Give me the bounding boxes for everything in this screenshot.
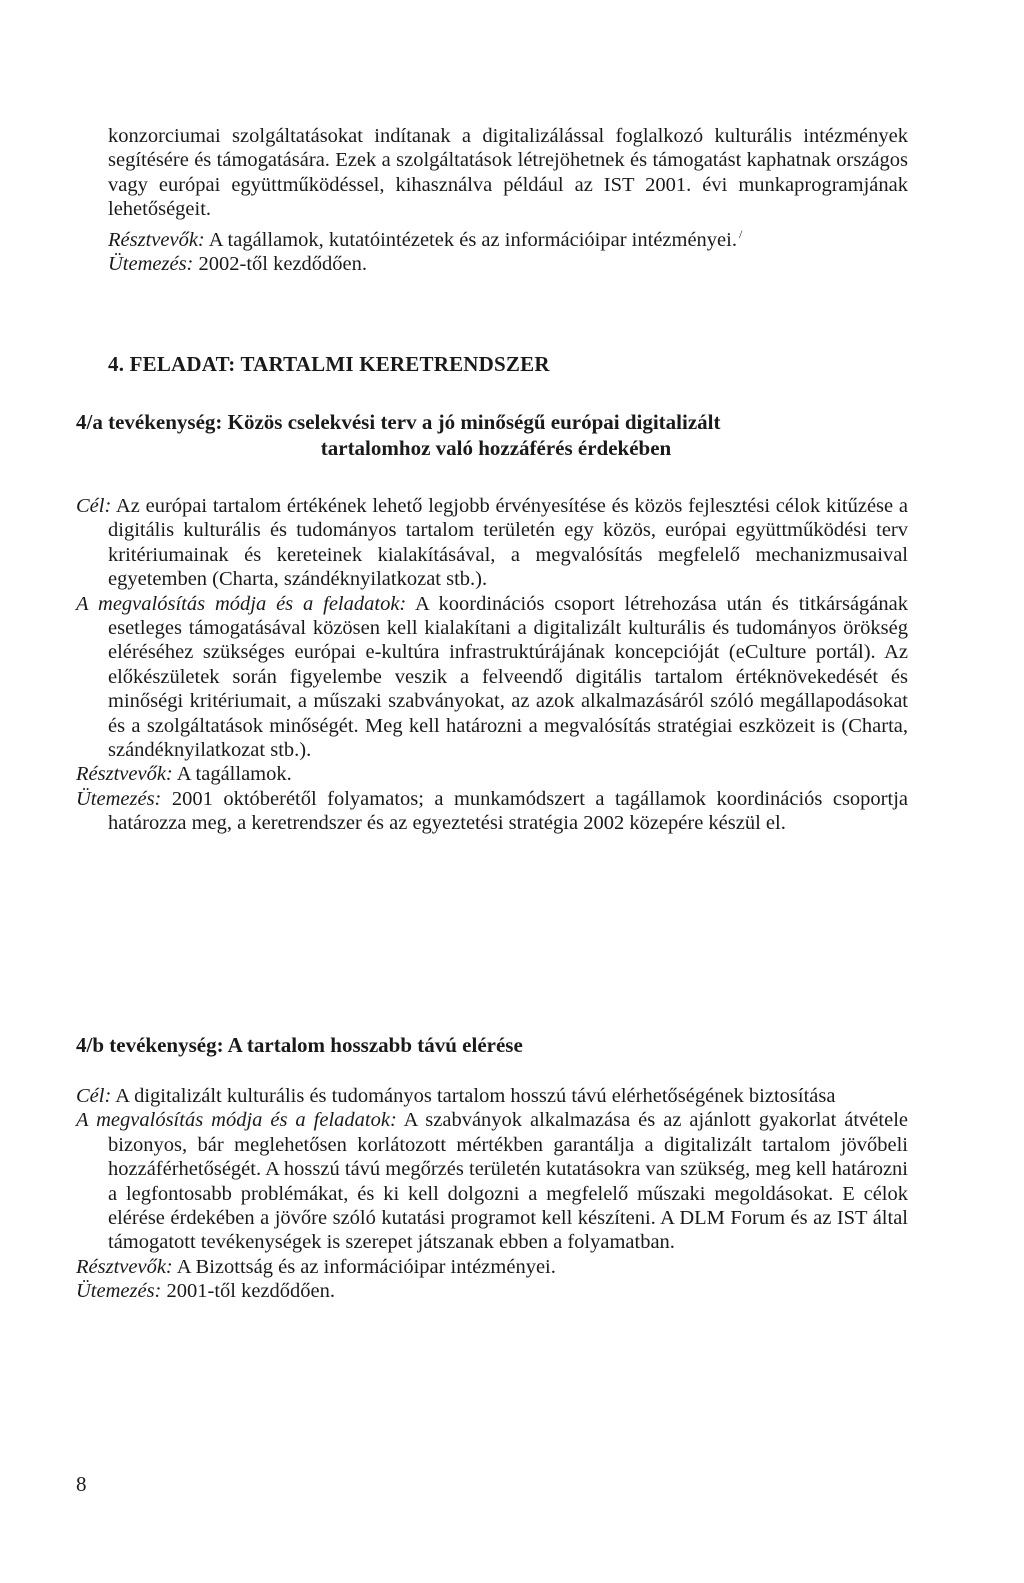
activity-b-method	[76, 1108, 908, 1254]
participants-label: Résztvevők:	[76, 1255, 173, 1278]
method-label: A megvalósítás módja és a feladatok:	[76, 1109, 397, 1132]
goal-label: Cél:	[76, 495, 112, 517]
schedule-text: 2001-től kezdődően.	[161, 1280, 336, 1303]
activity-a-block	[76, 494, 908, 836]
goal-text: A digitalizált kulturális és tudományos tartalom hosszú távú elérhetőségének biztosítása	[111, 1085, 836, 1107]
schedule-text: 2001 októberétől folyamatos; a munkamódszert a tagállamok koordinációs csoportja határozza meg, a keretrendszer és az egyeztetési stratégia 2002 közepére készül el.	[108, 787, 908, 835]
goal-label: Cél:	[76, 1085, 112, 1107]
activity-b-block	[76, 1084, 908, 1304]
activity-a-schedule	[76, 787, 908, 836]
activity-a-method	[76, 592, 908, 763]
participants-text: A Bizottság és az információipar intézményei.	[172, 1255, 556, 1278]
margin-mark: /	[738, 226, 743, 241]
page-number: 8	[76, 1472, 87, 1496]
schedule-label: Ütemezés:	[76, 787, 162, 810]
section-heading: 4. FELADAT: TARTALMI KERETRENDSZER	[108, 352, 550, 376]
intro-participants	[108, 222, 908, 252]
schedule-label: Ütemezés:	[76, 1280, 162, 1303]
method-text: A koordinációs csoport létrehozása után és titkárságának esetleges támogatásával közösen kell kialakítani a digitalizált kulturális és tudományos örökség eléréséhez szükséges európai e-kultúra infrastruktúrájának koncepcióját (eCulture portál). Az előkészületek során figyelembe veszik a felveendő digitális tartalom értéknövekedését és minőségi kritériumait, a műszaki szabványokat, az azok alkalmazásáról szóló megállapodásokat és a szolgáltatások minőségét. Meg kell határozni a megvalósítás stratégiai eszközeit is (Charta, szándéknyilatkozat stb.).	[108, 592, 908, 762]
activity-a-goal	[76, 494, 908, 592]
participants-text: A tagállamok.	[172, 763, 292, 786]
activity-a-heading-line2: tartalomhoz való hozzáférés érdekében	[320, 436, 672, 460]
method-label: A megvalósítás módja és a feladatok:	[76, 592, 407, 615]
participants-label: Résztvevők:	[76, 763, 173, 786]
goal-text: Az európai tartalom értékének lehető legjobb érvényesítése és közös fejlesztési célok kitűzése a digitális kulturális és tudományos tartalom területén egy közös, európai együttműködési terv kritériumainak és kereteinek kialakításával, a megvalósítás megfelelő mechanizmusaival egyetemben (Charta, szándéknyilatkozat stb.).	[108, 495, 908, 591]
activity-b-heading: 4/b tevékenység: A tartalom hosszabb távú elérése	[76, 1033, 523, 1057]
activity-a-participants	[76, 762, 908, 786]
activity-b-schedule	[76, 1279, 908, 1303]
schedule-text: 2002-től kezdődően.	[193, 252, 368, 275]
method-text: A szabványok alkalmazása és az ajánlott gyakorlat átvétele bizonyos, bár meglehetősen korlátozott mértékben garantálja a digitalizált tartalom jövőbeli hozzáférhetőségét. A hosszú távú megőrzés területén kutatásokra van szükség, meg kell határozni a legfontosabb problémákat, és ki kell dolgozni a megfelelő műszaki megoldásokat. E célok elérése érdekében a jövőre szóló kutatási programot kell készíteni. A DLM Forum és az IST által támogatott tevékenységek is szerepet játszanak ebben a folyamatban.	[108, 1109, 908, 1254]
participants-text: A tagállamok, kutatóintézetek és az információipar intézményei.	[204, 228, 737, 251]
activity-b-participants	[76, 1255, 908, 1279]
activity-a-heading	[76, 409, 916, 461]
intro-schedule	[108, 252, 908, 276]
participants-label: Résztvevők:	[108, 228, 205, 251]
schedule-label: Ütemezés:	[108, 252, 194, 275]
intro-paragraph: konzorciumai szolgáltatásokat indítanak a digitalizálással foglalkozó kulturális intézmények segítésére és támogatására. Ezek a szolgáltatások létrejöhetnek és támogatást kaphatnak országos vagy európai együttműködéssel, kihasználva például az IST 2001. évi munkaprogramjának lehetőségeit.	[108, 125, 908, 221]
intro-block	[108, 124, 908, 276]
activity-b-goal	[76, 1084, 908, 1108]
activity-a-heading-line1: 4/a tevékenység: Közös cselekvési terv a jó minőségű európai digitalizált	[76, 410, 721, 434]
